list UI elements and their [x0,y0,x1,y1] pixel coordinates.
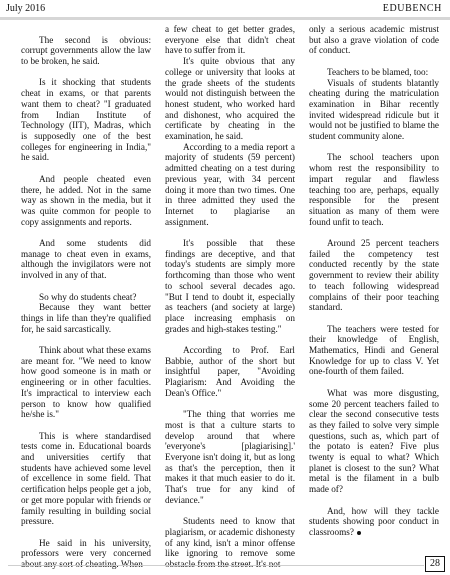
paragraph: He said in his university, professors were very concerned [21,537,151,559]
paragraph [309,506,439,538]
paragraph: "The thing that worries me most is that a culture starts to develop around that where 'everyone's [plagiarising].' Everyone isn't doing it, but as long as that's the perception, then it makes it that much easier to do it. That's true for any kind of deviance." [165,409,295,505]
header-rule [0,17,450,20]
paragraph: Think about what these exams are meant for. "We need to know how good someone is in math or engineering or in other faculties. It's impractical to interview each person to know how qualified he/she is." [21,345,151,420]
paragraph: According to a media report a majority of students (59 percent) admitted cheating on a test during previous year, with 34 percent doing it more than two times. One in three admitted they used the Internet to plagiarise an assignment. [165,141,295,227]
issue-date: July 2016 [6,3,46,14]
paragraph: And people cheated even there, he added. Not in the same way as shown in the media, but it was quite common for people to copy assignments and reports. [21,173,151,227]
paragraph: It's quite obvious that any college or university that looks at the grade sheets of the students would not distinguish between the honest student, who worked hard and dishonest, who acquired the certificate by cheating in the examination, he said. [165,56,295,142]
paragraph: What was more disgusting, some 20 percent teachers failed to clear the second consecutive tests as they failed to solve very simple questions, such as, which part of the potato is eaten? Five plus twenty is equal to what? Which planet is closest to the sun? What metal is the filament in a bulb made of? [309,387,439,495]
paragraph: It's possible that these findings are deceptive, and that today's students are simply more forthcoming than those who went to school several decades ago. "But I tend to doubt it, especially as teachers (and society at large) place increasing emphasis on grades and high-stakes testing." [165,238,295,334]
paragraph: Because they want better things in life than they're qualified for, he said sarcastically. [21,302,151,334]
subheading: Teachers to be blamed, too: [327,66,429,77]
paragraph: Is it shocking that students cheat in exams, or that parents want them to cheat? "I graduated from Indian Institute of Technology (IIT), Madras, which is supposedly one of the best colleges for engineering in India," he said. [21,77,151,163]
paragraph: And some students did manage to cheat even in exams, although the invigilators were not involved in any of that. [21,238,151,281]
paragraph: Around 25 percent teachers failed the competency test conducted recently by the state government to review their ability to teach following widespread complains of their poor teaching standard. [309,238,439,313]
paragraph: The school teachers upon whom rest the responsibility to impart regular and flawless teaching too are, perhaps, equally responsible for the present situation as many of them were found unfit to teach. [309,152,439,227]
paragraph: The teachers were tested for their knowledge of English, Mathematics, Hindi and General Knowledge for up to class V. Yet one-fourth of them failed. [309,323,439,377]
end-bullet-icon [357,531,361,535]
page-number: 28 [425,556,445,572]
magazine-name: EDUBENCH [382,3,442,14]
column-1 [21,24,151,570]
paragraph: So why do students cheat? [39,291,137,302]
paragraph: Visuals of students blatantly cheating during the matriculation examination in Bihar recently invited widespread ridicule but it would not be justified to blame the student community alone. [309,77,439,142]
paragraph: This is where standardised tests come in. Educational boards and universities certify that students have achieved some level of excellence in some field. That certification helps people get a job, or get more popular with friends or family resulting in building social pressure. [21,430,151,527]
paragraph: a few cheat to get better grades, everyone else that didn't cheat have to suffer from it. [165,24,295,56]
paragraph: only a serious academic mistrust but also a grave violation of code of conduct. [309,24,439,56]
column-2 [165,24,295,570]
paragraph: According to Prof. Earl Babbie, author of the short but insightful paper, "Avoiding Plagiarism: And Avoiding the Dean's Office." [165,345,295,398]
paragraph: The second is obvious: corrupt governments allow the law to be broken, he said. [21,34,151,67]
column-3 [309,24,439,538]
page-header [0,0,450,26]
footer-rule [8,565,424,566]
closing-paragraph-text: And, how will they tackle students showing poor conduct in classrooms? [309,505,439,537]
paragraph: Students need to know that plagiarism, or academic dishonesty of any kind, isn't a minor offense like ignoring to remove some [165,516,295,559]
